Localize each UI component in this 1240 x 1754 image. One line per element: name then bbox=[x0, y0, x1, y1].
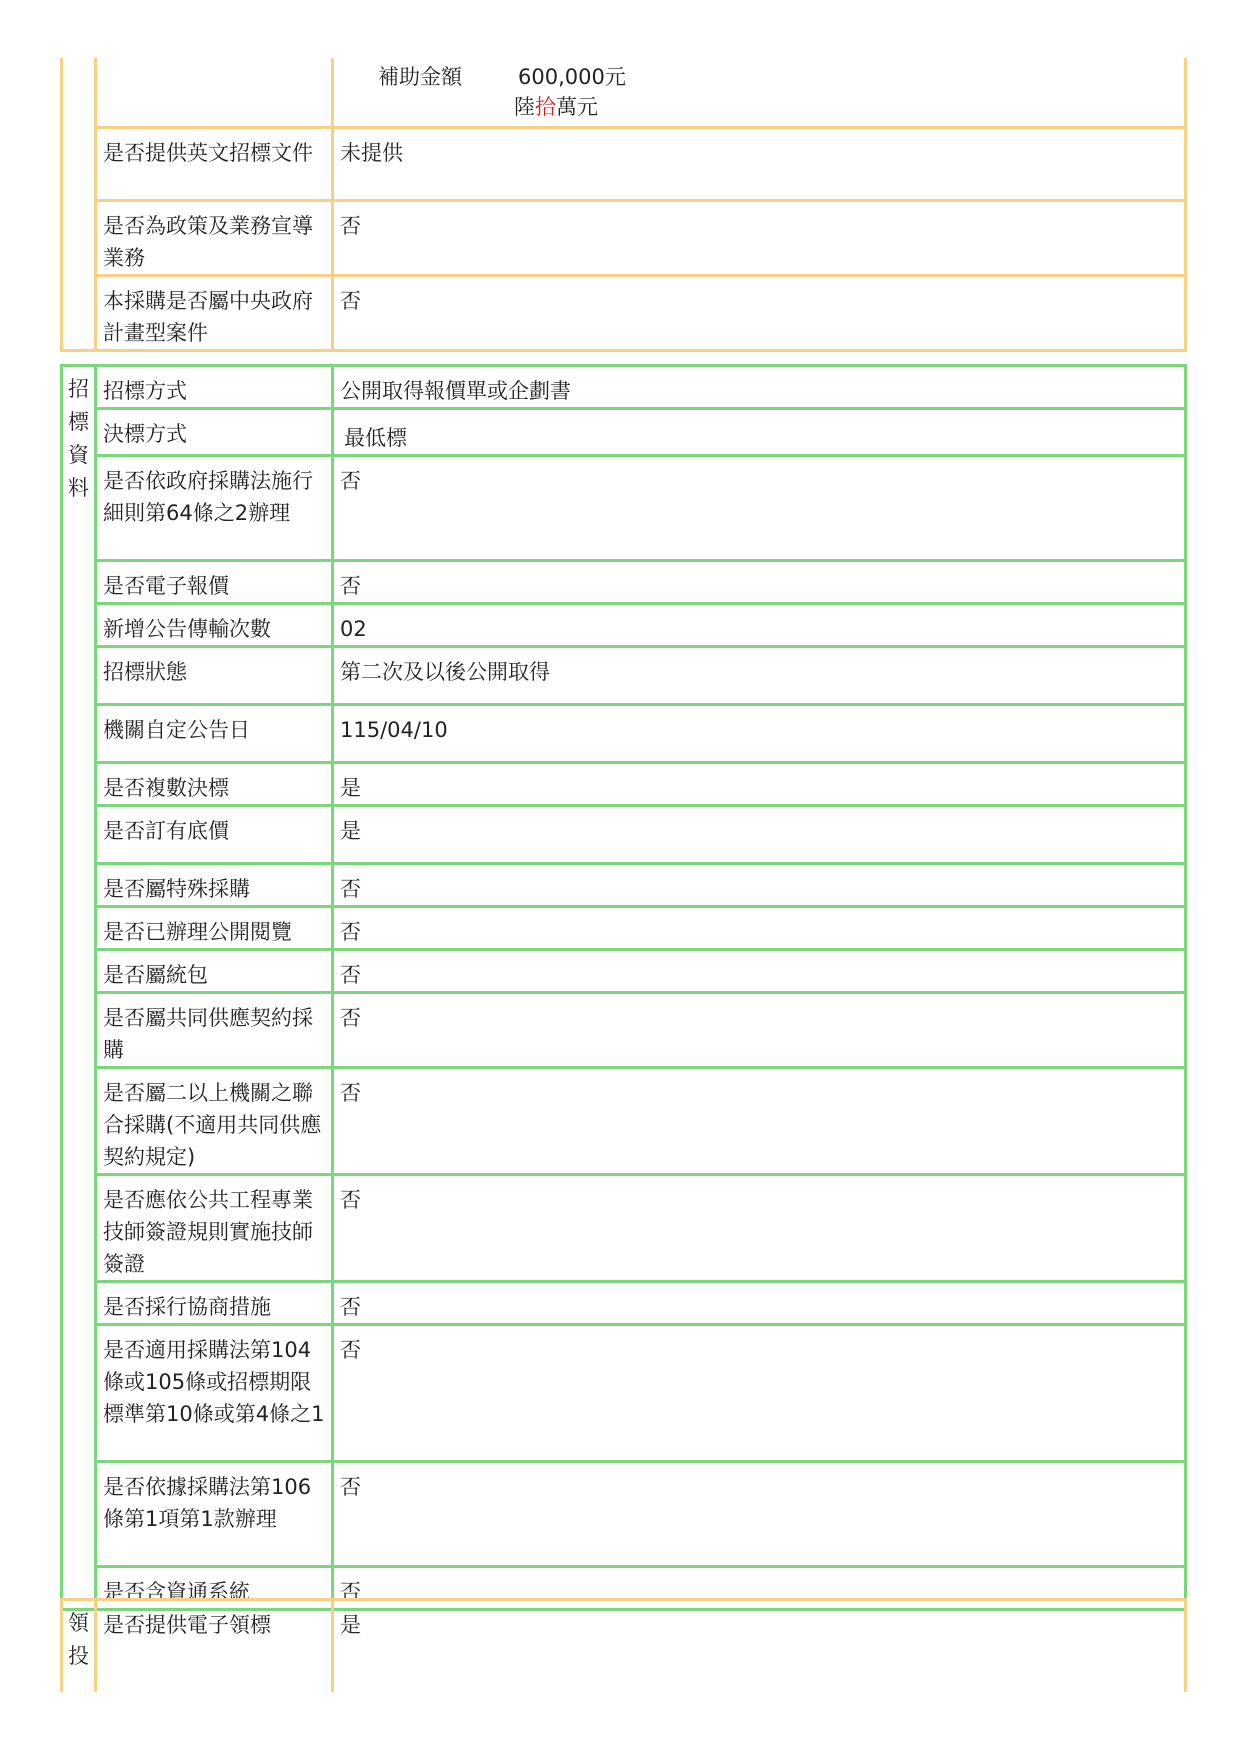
table-row bbox=[62, 366, 1186, 409]
row-value: 否 bbox=[333, 456, 1186, 561]
row-value: 第二次及以後公開取得 bbox=[333, 647, 1186, 705]
table-row bbox=[62, 806, 1186, 864]
row-value: 否 bbox=[333, 993, 1186, 1068]
row-label: 是否應依公共工程專業技師簽證規則實施技師簽證 bbox=[96, 1175, 333, 1282]
table-row bbox=[62, 275, 1186, 350]
row-label: 是否含資通系統 bbox=[96, 1567, 333, 1610]
table-row bbox=[62, 200, 1186, 275]
subsidy-amount-words: 陸拾萬元 bbox=[514, 95, 598, 119]
table-row bbox=[62, 561, 1186, 604]
row-value: 否 bbox=[333, 561, 1186, 604]
row-label: 是否適用採購法第104條或105條或招標期限標準第10條或第4條之1 bbox=[96, 1325, 333, 1462]
row-label: 招標方式 bbox=[96, 366, 333, 409]
row-value: 否 bbox=[333, 864, 1186, 907]
table-row bbox=[62, 127, 1186, 200]
table-row bbox=[62, 409, 1186, 456]
row-label: 新增公告傳輸次數 bbox=[96, 604, 333, 647]
row-value: 否 bbox=[333, 1175, 1186, 1282]
row-label: 是否為政策及業務宣導業務 bbox=[96, 200, 333, 275]
row-value: 否 bbox=[333, 1325, 1186, 1462]
row-label: 是否屬共同供應契約採購 bbox=[96, 993, 333, 1068]
table-row bbox=[62, 1600, 1186, 1692]
row-label: 決標方式 bbox=[96, 409, 333, 456]
row-value: 否 bbox=[333, 907, 1186, 950]
section-label-cell bbox=[62, 58, 96, 350]
section-label-bid: 領 投 bbox=[62, 1600, 96, 1692]
row-value: 公開取得報價單或企劃書 bbox=[333, 366, 1186, 409]
row-value: 否 bbox=[333, 200, 1186, 275]
subsidy-amount-value: 600,000元 bbox=[518, 65, 626, 89]
section-label-tender: 招 標 資 料 bbox=[62, 366, 96, 1610]
row-label: 是否屬特殊採購 bbox=[96, 864, 333, 907]
row-value: 是 bbox=[333, 763, 1186, 806]
subsidy-amount-label: 補助金額 bbox=[378, 65, 462, 89]
row-label: 是否提供英文招標文件 bbox=[96, 127, 333, 200]
row-label: 是否屬統包 bbox=[96, 950, 333, 993]
row-value: 未提供 bbox=[333, 127, 1186, 200]
row-label: 是否依據採購法第106條第1項第1款辦理 bbox=[96, 1462, 333, 1567]
row-label: 是否已辦理公開閱覽 bbox=[96, 907, 333, 950]
subsidy-amount-cell bbox=[333, 58, 1186, 127]
row-value: 最低標 bbox=[333, 409, 1186, 456]
row-value: 是 bbox=[333, 806, 1186, 864]
table-row bbox=[62, 950, 1186, 993]
table-row bbox=[62, 604, 1186, 647]
basic-info-table bbox=[60, 58, 1187, 352]
row-label: 是否電子報價 bbox=[96, 561, 333, 604]
row-value: 否 bbox=[333, 1068, 1186, 1175]
table-row bbox=[62, 1282, 1186, 1325]
table-row bbox=[62, 647, 1186, 705]
table-row bbox=[62, 1175, 1186, 1282]
tender-info-table bbox=[60, 364, 1187, 1611]
row-label: 是否提供電子領標 bbox=[96, 1600, 333, 1692]
table-row bbox=[62, 907, 1186, 950]
row-label: 是否屬二以上機關之聯合採購(不適用共同供應契約規定) bbox=[96, 1068, 333, 1175]
row-label: 是否訂有底價 bbox=[96, 806, 333, 864]
row-value: 否 bbox=[333, 1462, 1186, 1567]
table-row bbox=[62, 864, 1186, 907]
table-row bbox=[62, 456, 1186, 561]
row-value: 是 bbox=[333, 1600, 1186, 1692]
table-row bbox=[62, 993, 1186, 1068]
row-label: 是否複數決標 bbox=[96, 763, 333, 806]
row-value: 115/04/10 bbox=[333, 705, 1186, 763]
table-row bbox=[62, 1462, 1186, 1567]
row-value: 02 bbox=[333, 604, 1186, 647]
row-label bbox=[96, 58, 333, 127]
row-label: 是否依政府採購法施行細則第64條之2辦理 bbox=[96, 456, 333, 561]
subsidy-amount-row bbox=[62, 58, 1186, 127]
table-row bbox=[62, 1068, 1186, 1175]
row-label: 是否採行協商措施 bbox=[96, 1282, 333, 1325]
row-label: 機關自定公告日 bbox=[96, 705, 333, 763]
row-value: 否 bbox=[333, 950, 1186, 993]
table-row bbox=[62, 1325, 1186, 1462]
table-row bbox=[62, 763, 1186, 806]
bid-info-table bbox=[60, 1598, 1187, 1692]
table-row bbox=[62, 705, 1186, 763]
row-label: 招標狀態 bbox=[96, 647, 333, 705]
row-value: 否 bbox=[333, 1282, 1186, 1325]
row-value: 否 bbox=[333, 1567, 1186, 1610]
row-label: 本採購是否屬中央政府計畫型案件 bbox=[96, 275, 333, 350]
row-value: 否 bbox=[333, 275, 1186, 350]
